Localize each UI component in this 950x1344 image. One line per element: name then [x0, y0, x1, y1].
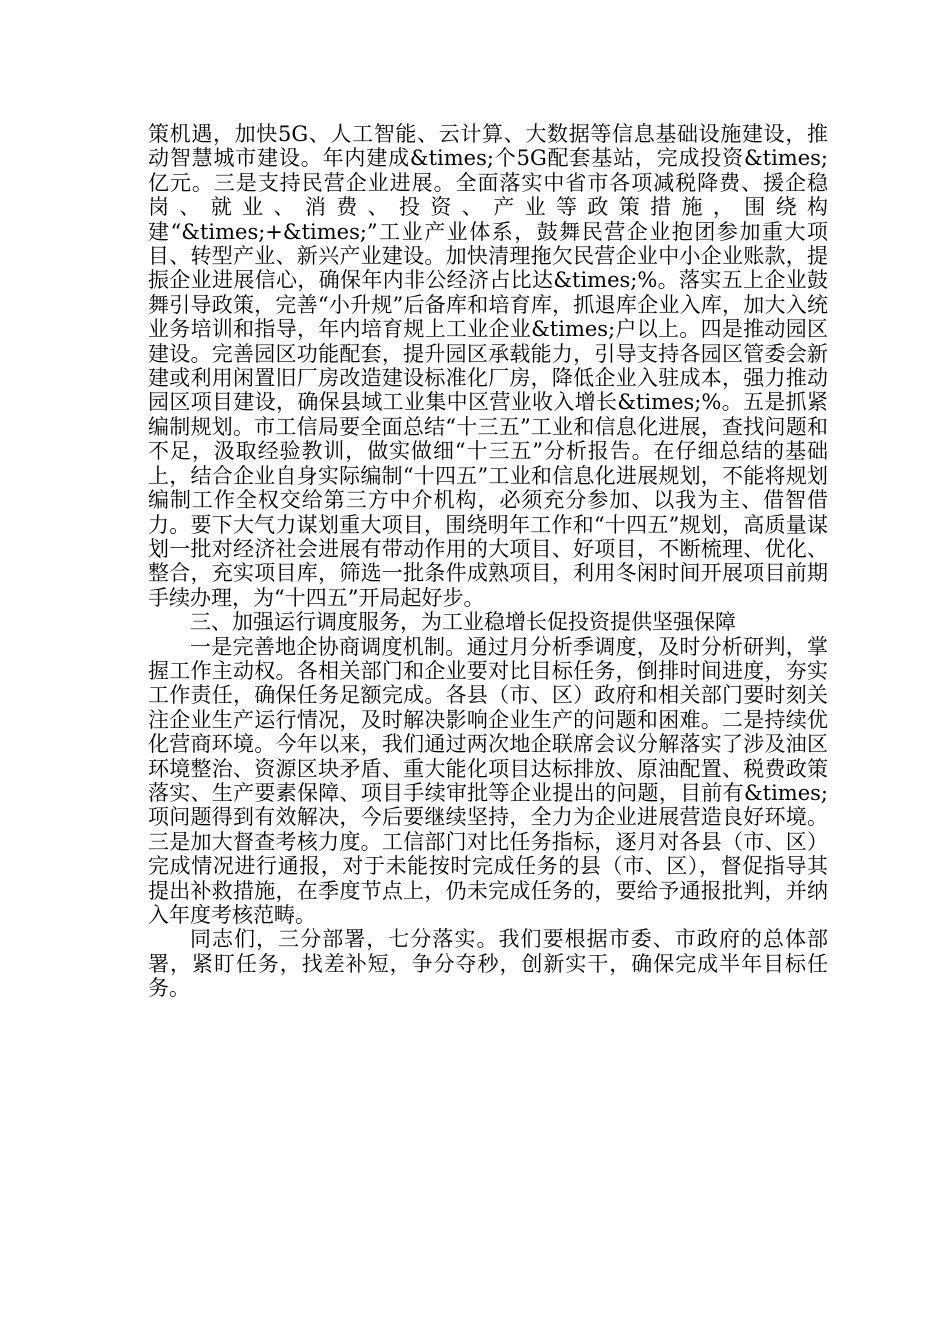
section-heading-3: 三、加强运行调度服务，为工业稳增长促投资提供坚强保障 [190, 610, 736, 635]
paragraph-section-3: 一是完善地企协商调度机制。通过月分析季调度，及时分析研判，掌握工作主动权。各相关部门和企业要对比目标任务，倒排时间进度，夯实工作责任，确保任务足额完成。各县（市、区）政府和相关部门要时刻关注企业生产运行情况，及时解决影响企业生产的问题和困难。二是持续优化营商环境。今年以来，我们通过两次地企联席会议分解落实了涉及油区环境整治、资源区块矛盾、重大能化项目达标排放、原油配置、税费政策落实、生产要素保障、项目手续审批等企业提出的问题，目前有&times;项问题得到有效解决，今后要继续坚持，全力为企业进展营造良好环境。三是加大督查考核力度。工信部门对比任务指标，逐月对各县（市、区）完成情况进行通报，对于未能按时完成任务的县（市、区），督促指导其提出补救措施，在季度节点上，仍未完成任务的，要给予通报批判，并纳入年度考核范畴。 [148, 634, 828, 927]
document-page [148, 122, 828, 1001]
paragraph-closing: 同志们，三分部署，七分落实。我们要根据市委、市政府的总体部署，紧盯任务，找差补短，争分夺秒，创新实干，确保完成半年目标任务。 [148, 927, 828, 1001]
paragraph-continuation: 策机遇，加快5G、人工智能、云计算、大数据等信息基础设施建设，推动智慧城市建设。年内建成&times;个5G配套基站，完成投资&times;亿元。三是支持民营企业进展。全面落实中省市各项减税降费、援企稳岗、就业、消费、投资、产业等政策措施，围绕构建“&times;+&times;”工业产业体系，鼓舞民营企业抱团参加重大项目、转型产业、新兴产业建设。加快清理拖欠民营企业中小企业账款，提振企业进展信心，确保年内非公经济占比达&times;%。落实五上企业鼓舞引导政策，完善“小升规”后备库和培育库，抓退库企业入库，加大入统业务培训和指导，年内培育规上工业企业&times;户以上。四是推动园区建设。完善园区功能配套，提升园区承载能力，引导支持各园区管委会新建或利用闲置旧厂房改造建设标准化厂房，降低企业入驻成本，强力推动园区项目建设，确保县域工业集中区营业收入增长&times;%。五是抓紧编制规划。市工信局要全面总结“十三五”工业和信息化进展，查找问题和不足，汲取经验教训，做实做细“十三五”分析报告。在仔细总结的基础上，结合企业自身实际编制“十四五”工业和信息化进展规划，不能将规划编制工作全权交给第三方中介机构，必须充分参加、以我为主、借智借力。要下大气力谋划重大项目，围绕明年工作和“十四五”规划，高质量谋划一批对经济社会进展有带动作用的大项目、好项目，不断梳理、优化、整合，充实项目库，筛选一批条件成熟项目，利用冬闲时间开展项目前期手续办理，为“十四五”开局起好步。 [148, 122, 828, 610]
